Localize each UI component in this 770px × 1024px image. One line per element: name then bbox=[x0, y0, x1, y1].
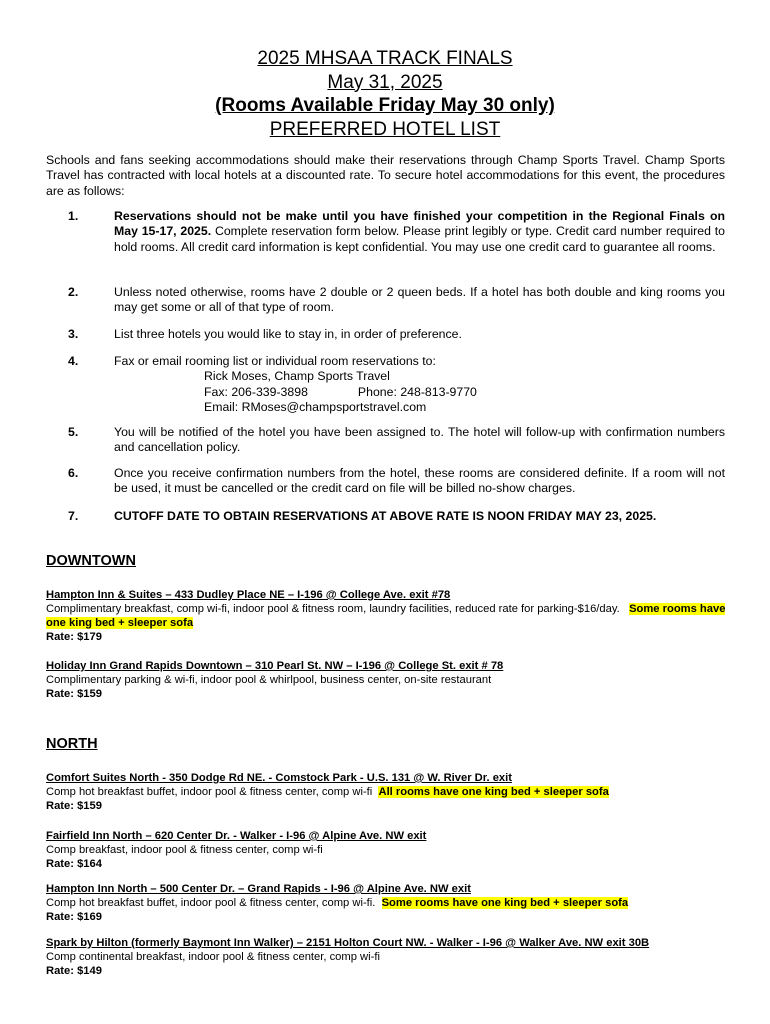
procedure-item bbox=[46, 466, 725, 497]
fax-number: Fax: 206-339-3898 bbox=[204, 384, 308, 399]
procedure-number: 4. bbox=[68, 354, 79, 368]
hotel-rate: Rate: $179 bbox=[46, 631, 102, 643]
procedure-text: Unless noted otherwise, rooms have 2 double or 2 queen beds. If a hotel has both double and king rooms you may get some or all of that type of room. bbox=[114, 285, 725, 315]
list-title: PREFERRED HOTEL LIST bbox=[269, 118, 501, 140]
hotel-name: Hampton Inn North – 500 Center Dr. – Grand Rapids - I-96 @ Alpine Ave. NW exit bbox=[46, 883, 471, 895]
procedure-item bbox=[46, 327, 725, 342]
procedure-text: Fax or email rooming list or individual room reservations to: bbox=[114, 354, 436, 368]
procedure-number: 2. bbox=[68, 285, 79, 299]
procedure-item bbox=[46, 354, 725, 415]
event-title: 2025 MHSAA TRACK FINALS bbox=[257, 48, 513, 69]
hotel-name: Comfort Suites North - 350 Dodge Rd NE. - Comstock Park - U.S. 131 @ W. River Dr. exit bbox=[46, 772, 512, 784]
phone-number: Phone: 248-813-9770 bbox=[357, 384, 477, 399]
hotel-entry bbox=[46, 936, 726, 978]
hotel-name: Holiday Inn Grand Rapids Downtown – 310 Pearl St. NW – I-196 @ College St. exit # 78 bbox=[46, 660, 504, 672]
hotel-entry bbox=[46, 659, 726, 701]
procedure-number: 1. bbox=[68, 209, 79, 223]
procedure-text: Once you receive confirmation numbers from the hotel, these rooms are considered definite. If a room will not be used, it must be cancelled or the credit card on file will be billed no-show charges. bbox=[114, 466, 725, 496]
procedure-bold-text: Reservations should not be make until you have finished your competition in the Regional Finals on May 15-17, 2025. bbox=[114, 209, 725, 239]
procedure-item bbox=[46, 209, 725, 255]
cutoff-date-notice: CUTOFF DATE TO OBTAIN RESERVATIONS AT ABOVE RATE IS NOON FRIDAY MAY 23, 2025. bbox=[114, 509, 657, 523]
contact-phones bbox=[204, 385, 725, 400]
hotel-entry bbox=[46, 771, 726, 813]
hotel-description: Comp hot breakfast buffet, indoor pool & fitness center, comp wi-fi bbox=[46, 786, 373, 798]
rooms-availability-note: (Rooms Available Friday May 30 only) bbox=[215, 95, 555, 116]
hotel-amenities bbox=[46, 896, 726, 910]
procedure-text: List three hotels you would like to stay in, in order of preference. bbox=[114, 327, 462, 341]
hotel-name: Hampton Inn & Suites – 433 Dudley Place NE – I-196 @ College Ave. exit #78 bbox=[46, 589, 451, 601]
room-type-highlight: Some rooms have one king bed + sleeper sofa bbox=[46, 603, 726, 629]
hotel-amenities bbox=[46, 602, 726, 630]
contact-email: Email: RMoses@champsportstravel.com bbox=[204, 399, 427, 414]
section-heading-downtown: DOWNTOWN bbox=[46, 553, 136, 569]
hotel-rate: Rate: $164 bbox=[46, 858, 102, 870]
room-type-highlight: Some rooms have one king bed + sleeper sofa bbox=[381, 897, 629, 909]
room-type-highlight: All rooms have one king bed + sleeper sofa bbox=[378, 786, 609, 798]
hotel-rate: Rate: $169 bbox=[46, 911, 102, 923]
hotel-rate: Rate: $159 bbox=[46, 688, 102, 700]
hotel-amenities bbox=[46, 785, 726, 799]
procedure-number: 6. bbox=[68, 466, 79, 480]
hotel-amenities: Complimentary parking & wi-fi, indoor pool & whirlpool, business center, on-site restaurant bbox=[46, 674, 492, 686]
hotel-amenities: Comp continental breakfast, indoor pool & fitness center, comp wi-fi bbox=[46, 951, 380, 963]
hotel-description: Comp hot breakfast buffet, indoor pool & fitness center, comp wi-fi. bbox=[46, 897, 376, 909]
procedure-number: 5. bbox=[68, 425, 79, 439]
procedure-text: Complete reservation form below. Please print legibly or type. Credit card number required to hold rooms. All credit card information is kept confidential. You may use one credit card to guarantee all rooms. bbox=[114, 224, 725, 254]
contact-name: Rick Moses, Champ Sports Travel bbox=[204, 369, 390, 384]
procedure-text: You will be notified of the hotel you have been assigned to. The hotel will follow-up with confirmation numbers and cancellation policy. bbox=[114, 425, 725, 455]
hotel-rate: Rate: $149 bbox=[46, 965, 102, 977]
hotel-name: Fairfield Inn North – 620 Center Dr. - Walker - I-96 @ Alpine Ave. NW exit bbox=[46, 830, 427, 842]
procedure-item bbox=[46, 285, 725, 316]
hotel-amenities: Comp breakfast, indoor pool & fitness center, comp wi-fi bbox=[46, 844, 323, 856]
hotel-description: Complimentary breakfast, comp wi-fi, indoor pool & fitness room, laundry facilities, reduced rate for parking-$16/day. bbox=[46, 603, 620, 615]
procedure-number: 7. bbox=[68, 509, 79, 523]
intro-paragraph: Schools and fans seeking accommodations should make their reservations through Champ Sports Travel. Champ Sports Travel has contracted with local hotels at a discounted rate. To secure hotel accommodations for this event, the procedures are as follows: bbox=[46, 153, 725, 198]
section-heading-north: NORTH bbox=[46, 736, 98, 752]
hotel-rate: Rate: $159 bbox=[46, 800, 102, 812]
event-date: May 31, 2025 bbox=[327, 71, 443, 93]
procedure-item bbox=[46, 509, 725, 524]
hotel-name: Spark by Hilton (formerly Baymont Inn Walker) – 2151 Holton Court NW. - Walker - I-96 @ Walker Ave. NW exit 30B bbox=[46, 937, 650, 949]
hotel-entry bbox=[46, 882, 726, 924]
title-block bbox=[0, 47, 770, 141]
procedure-number: 3. bbox=[68, 327, 79, 341]
hotel-entry bbox=[46, 588, 726, 644]
hotel-entry bbox=[46, 829, 726, 871]
procedure-item bbox=[46, 425, 725, 456]
